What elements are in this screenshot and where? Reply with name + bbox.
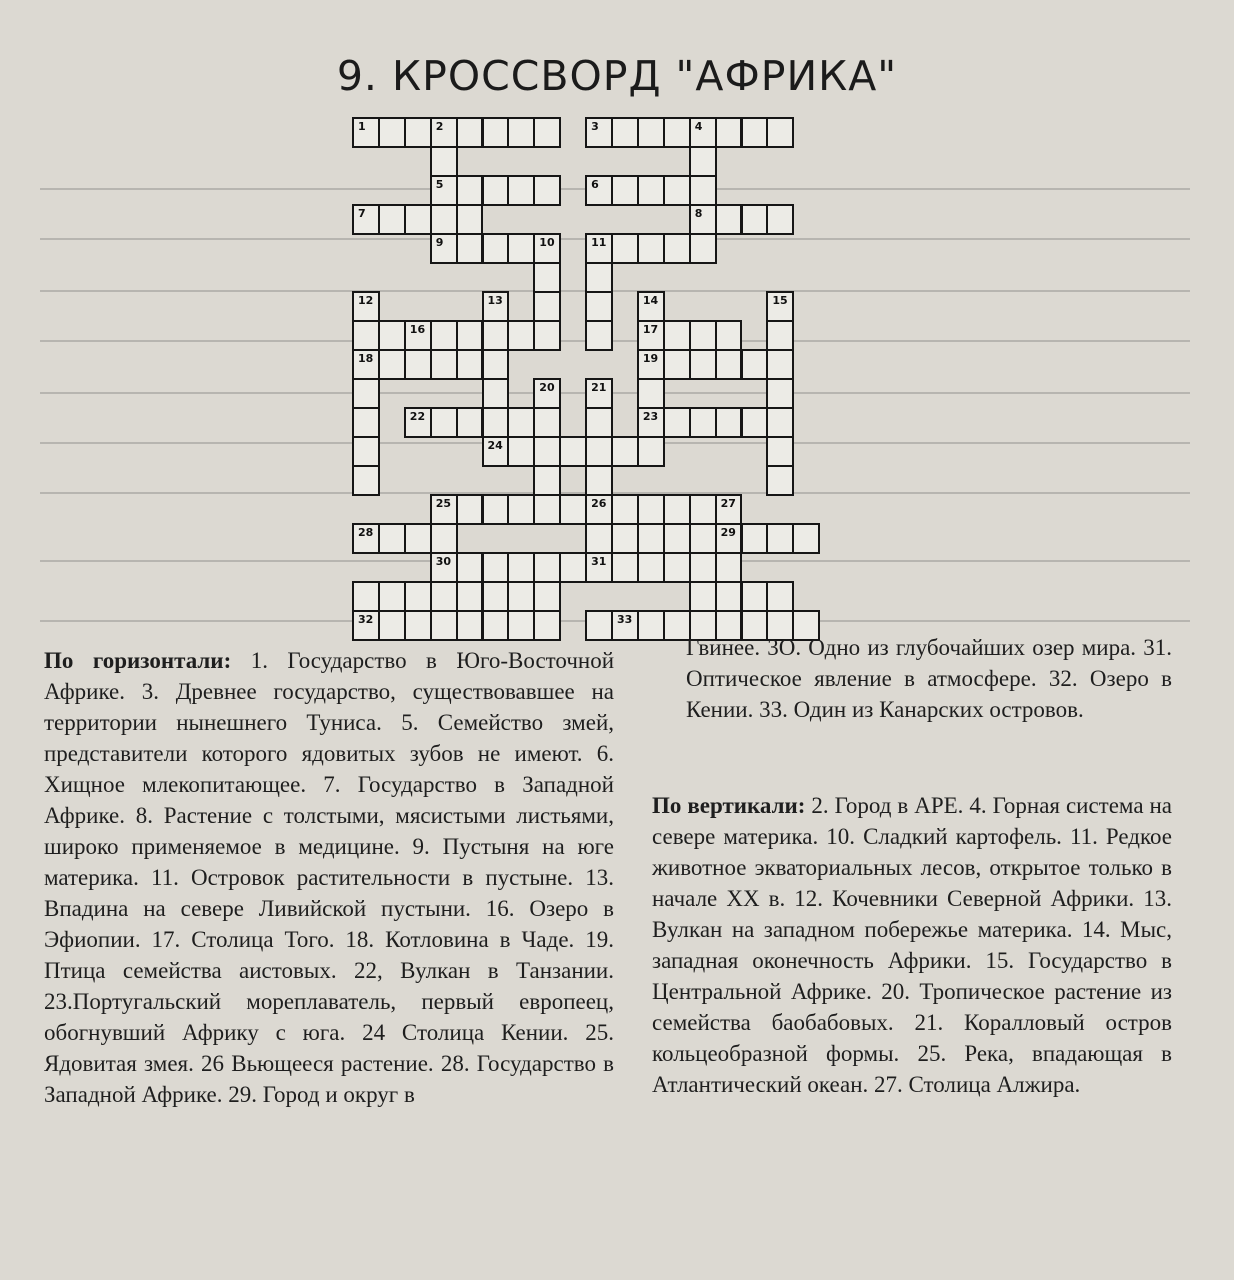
crossword-cell[interactable] xyxy=(585,552,613,583)
crossword-cell[interactable] xyxy=(352,436,380,467)
crossword-cell[interactable] xyxy=(663,117,691,148)
crossword-cell[interactable] xyxy=(430,204,458,235)
crossword-cell[interactable] xyxy=(585,436,613,467)
crossword-cell[interactable] xyxy=(766,291,794,322)
crossword-cell[interactable] xyxy=(766,204,794,235)
crossword-cell[interactable] xyxy=(378,117,406,148)
crossword-cell[interactable] xyxy=(663,320,691,351)
crossword-cell[interactable] xyxy=(637,349,665,380)
crossword-cell[interactable] xyxy=(585,378,613,409)
crossword-cell[interactable] xyxy=(352,465,380,496)
clue-number: 20 xyxy=(539,381,555,394)
crossword-cell[interactable] xyxy=(507,233,535,264)
crossword-cell[interactable] xyxy=(766,378,794,409)
clue-number: 10 xyxy=(539,236,555,249)
crossword-cell[interactable] xyxy=(352,581,380,612)
crossword-cell[interactable] xyxy=(533,581,561,612)
crossword-cell[interactable] xyxy=(430,581,458,612)
across-clues-continued xyxy=(686,632,1172,725)
crossword-cell[interactable] xyxy=(533,117,561,148)
crossword-cell[interactable] xyxy=(507,117,535,148)
crossword-cell[interactable] xyxy=(352,407,380,438)
crossword-cell[interactable] xyxy=(741,523,769,554)
clue-number: 17 xyxy=(642,323,659,336)
crossword-cell[interactable] xyxy=(533,552,561,583)
down-heading: По вертикали: xyxy=(652,793,806,818)
crossword-cell[interactable] xyxy=(559,494,587,525)
crossword-cell[interactable] xyxy=(456,349,484,380)
crossword-cell[interactable] xyxy=(637,320,665,351)
crossword-cell[interactable] xyxy=(533,291,561,322)
clue-number: 14 xyxy=(642,294,659,307)
crossword-cell[interactable] xyxy=(663,552,691,583)
crossword-cell[interactable] xyxy=(352,523,380,554)
crossword-cell[interactable] xyxy=(715,581,743,612)
crossword-cell[interactable] xyxy=(689,523,717,554)
crossword-cell[interactable] xyxy=(482,407,510,438)
crossword-cell[interactable] xyxy=(378,204,406,235)
crossword-cell[interactable] xyxy=(456,552,484,583)
crossword-cell[interactable] xyxy=(352,610,380,641)
crossword-cell[interactable] xyxy=(741,407,769,438)
crossword-cell[interactable] xyxy=(585,262,613,293)
crossword-cell[interactable] xyxy=(533,465,561,496)
crossword-cell[interactable] xyxy=(766,407,794,438)
across-clues-text: 1. Государство в Юго-Восточной Африке. 3. Древнее государство, существовавшее на территории нынешнего Туниса. 5. Семейство змей, представители которого ядовитых зубов не имеют. 6. Хищное млекопитающее. 7. Государство в Западной Африке. 8. Растение с толстыми, мясистыми листьями, широко применяемое в медицине. 9. Пустыня на юге материка. 11. Островок растительности в пустыне. 13. Впадина на севере Ливийской пустыни. 16. Озеро в Эфиопии. 17. Столица Того. 18. Котловина в Чаде. 19. Птица семейства аистовых. 22, Вулкан в Танзании. 23.Португальский мореплаватель, первый европеец, обогнувший Африку с юга. 24 Столица Кении. 25. Ядовитая змея. 26 Вьющееся растение. 28. Государство в Западной Африке. 29. Город и округ в xyxy=(44,648,614,1107)
crossword-cell[interactable] xyxy=(482,552,510,583)
crossword-cell[interactable] xyxy=(663,175,691,206)
crossword-cell[interactable] xyxy=(378,610,406,641)
crossword-cell[interactable] xyxy=(456,494,484,525)
crossword-cell[interactable] xyxy=(585,610,613,641)
crossword-cell[interactable] xyxy=(378,581,406,612)
crossword-cell[interactable] xyxy=(689,146,717,177)
crossword-cell[interactable] xyxy=(456,407,484,438)
crossword-cell[interactable] xyxy=(689,407,717,438)
crossword-cell[interactable] xyxy=(352,291,380,322)
crossword-cell[interactable] xyxy=(715,494,743,525)
crossword-cell[interactable] xyxy=(482,291,510,322)
crossword-cell[interactable] xyxy=(404,610,432,641)
down-clues xyxy=(652,790,1172,1100)
crossword-cell[interactable] xyxy=(533,175,561,206)
crossword-cell[interactable] xyxy=(585,117,613,148)
down-clues-text: 2. Город в АРЕ. 4. Горная система на севере материка. 10. Сладкий картофель. 11. Редкое животное экваториальных лесов, открытое только в начале XX в. 12. Кочевники Северной Африки. 13. Вулкан на западном побережье материка. 14. Мыс, западная оконечность Африки. 15. Государство в Центральной Африке. 20. Тропическое растение из семейства баобабовых. 21. Коралловый остров кольцеобразной формы. 25. Река, впадающая в Атлантический океан. 27. Столица Алжира. xyxy=(652,793,1173,1097)
crossword-cell[interactable] xyxy=(715,204,743,235)
crossword-cell[interactable] xyxy=(611,610,639,641)
crossword-cell[interactable] xyxy=(637,610,665,641)
crossword-cell[interactable] xyxy=(637,436,665,467)
crossword-cell[interactable] xyxy=(404,320,432,351)
clue-number: 3 xyxy=(591,120,599,133)
crossword-cell[interactable] xyxy=(611,523,639,554)
crossword-cell[interactable] xyxy=(456,117,484,148)
crossword-cell[interactable] xyxy=(585,320,613,351)
clue-number: 2 xyxy=(435,120,444,133)
crossword-cell[interactable] xyxy=(507,320,535,351)
crossword-cell[interactable] xyxy=(715,407,743,438)
crossword-cell[interactable] xyxy=(637,494,665,525)
crossword-cell[interactable] xyxy=(611,436,639,467)
crossword-cell[interactable] xyxy=(482,494,510,525)
clue-number: 11 xyxy=(591,236,607,249)
crossword-cell[interactable] xyxy=(404,523,432,554)
clue-number: 29 xyxy=(720,526,736,539)
crossword-cell[interactable] xyxy=(533,436,561,467)
crossword-cell[interactable] xyxy=(585,465,613,496)
clue-number: 5 xyxy=(435,178,444,191)
crossword-cell[interactable] xyxy=(404,407,432,438)
crossword-cell[interactable] xyxy=(585,523,613,554)
crossword-cell[interactable] xyxy=(766,320,794,351)
crossword-cell[interactable] xyxy=(430,552,458,583)
clue-number: 31 xyxy=(591,555,607,568)
crossword-cell[interactable] xyxy=(378,349,406,380)
clue-number: 7 xyxy=(358,207,366,220)
crossword-cell[interactable] xyxy=(482,233,510,264)
clue-number: 6 xyxy=(591,178,599,191)
crossword-cell[interactable] xyxy=(766,349,794,380)
crossword-cell[interactable] xyxy=(585,494,613,525)
crossword-cell[interactable] xyxy=(637,175,665,206)
crossword-cell[interactable] xyxy=(404,117,432,148)
crossword-cell[interactable] xyxy=(430,407,458,438)
crossword-cell[interactable] xyxy=(533,494,561,525)
crossword-cell[interactable] xyxy=(507,494,535,525)
crossword-cell[interactable] xyxy=(689,117,717,148)
crossword-cell[interactable] xyxy=(663,523,691,554)
crossword-cell[interactable] xyxy=(689,320,717,351)
crossword-cell[interactable] xyxy=(689,175,717,206)
clue-number: 18 xyxy=(358,352,374,365)
crossword-cell[interactable] xyxy=(404,349,432,380)
crossword-cell[interactable] xyxy=(456,320,484,351)
crossword-cell[interactable] xyxy=(741,204,769,235)
crossword-cell[interactable] xyxy=(611,494,639,525)
crossword-cell[interactable] xyxy=(430,175,458,206)
crossword-cell[interactable] xyxy=(637,378,665,409)
crossword-cell[interactable] xyxy=(430,117,458,148)
crossword-cell[interactable] xyxy=(637,117,665,148)
crossword-cell[interactable] xyxy=(637,291,665,322)
crossword-cell[interactable] xyxy=(611,233,639,264)
across-heading: По горизонтали: xyxy=(44,648,232,673)
crossword-cell[interactable] xyxy=(507,407,535,438)
crossword-cell[interactable] xyxy=(378,320,406,351)
crossword-cell[interactable] xyxy=(715,117,743,148)
crossword-cell[interactable] xyxy=(585,175,613,206)
clue-number: 23 xyxy=(642,410,659,423)
clue-number: 9 xyxy=(435,236,444,249)
crossword-cell[interactable] xyxy=(533,610,561,641)
clue-number: 4 xyxy=(694,120,703,133)
crossword-cell[interactable] xyxy=(585,407,613,438)
crossword-cell[interactable] xyxy=(741,349,769,380)
crossword-cell[interactable] xyxy=(663,349,691,380)
crossword-cell[interactable] xyxy=(378,523,406,554)
crossword-cell[interactable] xyxy=(741,117,769,148)
crossword-cell[interactable] xyxy=(637,552,665,583)
crossword-cell[interactable] xyxy=(482,581,510,612)
crossword-cell[interactable] xyxy=(482,117,510,148)
across-clues-continued-text: Гвинее. 3О. Одно из глубочайших озер мира. 31. Оптическое явление в атмосфере. 32. Озеро в Кении. 33. Один из Канарских островов. xyxy=(686,635,1172,722)
crossword-cell[interactable] xyxy=(533,262,561,293)
clue-number: 25 xyxy=(435,497,451,510)
crossword-cell[interactable] xyxy=(766,117,794,148)
crossword-cell[interactable] xyxy=(482,378,510,409)
crossword-cell[interactable] xyxy=(430,494,458,525)
crossword-cell[interactable] xyxy=(352,349,380,380)
crossword-cell[interactable] xyxy=(352,204,380,235)
crossword-cell[interactable] xyxy=(430,320,458,351)
crossword-cell[interactable] xyxy=(430,610,458,641)
crossword-cell[interactable] xyxy=(715,523,743,554)
crossword-cell[interactable] xyxy=(637,233,665,264)
crossword-cell[interactable] xyxy=(559,552,587,583)
crossword-cell[interactable] xyxy=(507,552,535,583)
clue-number: 12 xyxy=(358,294,374,307)
crossword-cell[interactable] xyxy=(482,436,510,467)
crossword-cell[interactable] xyxy=(689,349,717,380)
clue-number: 15 xyxy=(772,294,788,307)
crossword-cell[interactable] xyxy=(611,117,639,148)
across-clues xyxy=(44,645,614,1110)
crossword-cell[interactable] xyxy=(741,581,769,612)
crossword-cell[interactable] xyxy=(352,117,380,148)
crossword-cell[interactable] xyxy=(456,610,484,641)
crossword-cell[interactable] xyxy=(507,436,535,467)
crossword-cell[interactable] xyxy=(456,175,484,206)
crossword-cell[interactable] xyxy=(715,552,743,583)
crossword-cell[interactable] xyxy=(533,378,561,409)
crossword-cell[interactable] xyxy=(611,552,639,583)
crossword-cell[interactable] xyxy=(533,320,561,351)
crossword-cell[interactable] xyxy=(766,465,794,496)
crossword-cell[interactable] xyxy=(792,523,820,554)
crossword-cell[interactable] xyxy=(585,291,613,322)
crossword-cell[interactable] xyxy=(507,581,535,612)
crossword-cell[interactable] xyxy=(456,204,484,235)
crossword-cell[interactable] xyxy=(456,581,484,612)
crossword-cell[interactable] xyxy=(715,320,743,351)
crossword-cell[interactable] xyxy=(689,552,717,583)
crossword-cell[interactable] xyxy=(689,204,717,235)
crossword-cell[interactable] xyxy=(456,233,484,264)
clue-number: 27 xyxy=(720,497,736,510)
clue-number: 30 xyxy=(435,555,451,568)
clue-number: 19 xyxy=(642,352,659,365)
crossword-cell[interactable] xyxy=(533,407,561,438)
clue-number: 24 xyxy=(487,439,503,452)
crossword-cell[interactable] xyxy=(689,494,717,525)
crossword-cell[interactable] xyxy=(689,581,717,612)
crossword-cell[interactable] xyxy=(404,204,432,235)
crossword-cell[interactable] xyxy=(766,523,794,554)
clue-number: 13 xyxy=(487,294,503,307)
clue-number: 32 xyxy=(358,613,374,626)
clue-number: 33 xyxy=(617,613,633,626)
crossword-cell[interactable] xyxy=(482,349,510,380)
crossword-cell[interactable] xyxy=(482,320,510,351)
crossword-cell[interactable] xyxy=(559,436,587,467)
clue-number: 1 xyxy=(358,120,366,133)
crossword-cell[interactable] xyxy=(430,233,458,264)
crossword-cell[interactable] xyxy=(533,233,561,264)
crossword-cell[interactable] xyxy=(715,349,743,380)
crossword-cell[interactable] xyxy=(766,436,794,467)
clue-number: 8 xyxy=(694,207,703,220)
clue-number: 16 xyxy=(409,323,426,336)
crossword-cell[interactable] xyxy=(766,581,794,612)
clue-number: 28 xyxy=(358,526,374,539)
clue-number: 22 xyxy=(409,410,426,423)
crossword-cell[interactable] xyxy=(637,407,665,438)
crossword-cell[interactable] xyxy=(507,175,535,206)
crossword-cell[interactable] xyxy=(430,523,458,554)
crossword-cell[interactable] xyxy=(352,320,380,351)
crossword-cell[interactable] xyxy=(482,175,510,206)
crossword-cell[interactable] xyxy=(430,349,458,380)
crossword-cell[interactable] xyxy=(611,175,639,206)
crossword-cell[interactable] xyxy=(430,146,458,177)
crossword-cell[interactable] xyxy=(352,378,380,409)
page-title: 9. КРОССВОРД "АФРИКА" xyxy=(336,52,898,100)
crossword-cell[interactable] xyxy=(637,523,665,554)
crossword-cell[interactable] xyxy=(663,233,691,264)
crossword-cell[interactable] xyxy=(404,581,432,612)
crossword-cell[interactable] xyxy=(482,610,510,641)
crossword-cell[interactable] xyxy=(663,494,691,525)
crossword-cell[interactable] xyxy=(663,407,691,438)
clue-number: 21 xyxy=(591,381,607,394)
crossword-cell[interactable] xyxy=(507,610,535,641)
clue-number: 26 xyxy=(591,497,607,510)
crossword-cell[interactable] xyxy=(689,233,717,264)
crossword-cell[interactable] xyxy=(585,233,613,264)
